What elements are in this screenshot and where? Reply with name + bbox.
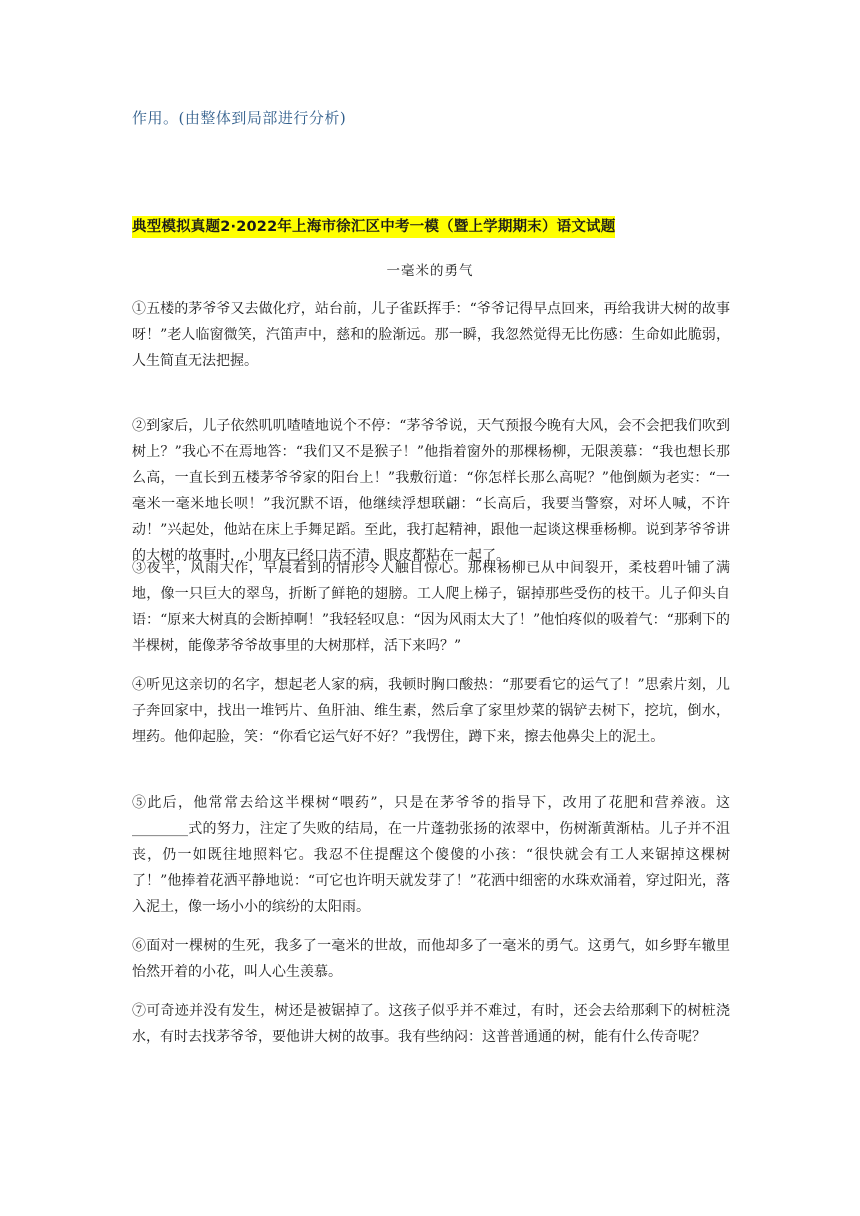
paragraph-6: ⑥面对一棵树的生死，我多了一毫米的世故，而他却多了一毫米的勇气。这勇气，如乡野车辙里怡然开着的小花，叫人心生羡慕。 [132,938,730,980]
paragraph-1: ①五楼的茅爷爷又去做化疗，站台前，儿子雀跃挥手：“爷爷记得早点回来，再给我讲大树的故事呀！”老人临窗微笑，汽笛声中，慈和的脸渐远。那一瞬，我忽然觉得无比伤感：生命如此脆弱，人生简直无法把握。 [132,301,730,369]
paragraph-5: ⑤此后，他常常去给这半棵树“喂药”，只是在茅爷爷的指导下，改用了花肥和营养液。这________式的努力，注定了失败的结局，在一片蓬勃张扬的浓翠中，伤树渐黄渐枯。儿子并不沮丧，仍一如既往地照料它。我忍不住提醒这个傻傻的小孩：“很快就会有工人来锯掉这棵树了！”他捧着花洒平静地说：“可它也许明天就发芽了！”花洒中细密的水珠欢涌着，穿过阳光，落入泥土，像一场小小的缤纷的太阳雨。 [132,795,730,915]
paragraph-4: ④听见这亲切的名字，想起老人家的病，我顿时胸口酸热：“那要看它的运气了！”思索片刻，儿子奔回家中，找出一堆钙片、鱼肝油、维生素，然后拿了家里炒菜的锅铲去树下，挖坑，倒水，埋药。他仰起脸，笑：“你看它运气好不好？”我愣住，蹲下来，擦去他鼻尖上的泥土。 [132,677,730,745]
paragraph-2: ②到家后，儿子依然叽叽喳喳地说个不停：“茅爷爷说，天气预报今晚有大风，会不会把我们吹到树上？”我心不在焉地答：“我们又不是猴子！”他指着窗外的那棵杨柳，无限羡慕：“我也想长那么高，一直长到五楼茅爷爷家的阳台上！”我敷衍道：“你怎样长那么高呢？”他倒颇为老实：“一毫米一毫米地长呗！”我沉默不语，他继续浮想联翩：“长高后，我要当警察，对坏人喊，不许动！”兴起处，他站在床上手舞足蹈。至此，我打起精神，跟他一起谈这棵垂杨柳。说到茅爷爷讲的大树的故事时，小朋友已经口齿不清，眼皮都粘在一起了。 [132,418,730,564]
paragraph-3: ③夜半，风雨大作，早晨看到的情形令人触目惊心。那棵杨柳已从中间裂开，柔枝碧叶铺了满地，像一只巨大的翠鸟，折断了鲜艳的翅膀。工人爬上梯子，锯掉那些受伤的枝干。儿子仰头自语：“原来大树真的会断掉啊！”我轻轻叹息：“因为风雨太大了！”他怕疼似的吸着气：“那剩下的半棵树，能像茅爷爷故事里的大树那样，活下来吗？” [132,560,730,654]
article-title: 一毫米的勇气 [386,263,474,279]
intro-text: 作用。(由整体到局部进行分析) [132,109,347,127]
section-heading: 典型模拟真题2·2022年上海市徐汇区中考一模（暨上学期期末）语文试题 [132,216,615,238]
paragraph-7: ⑦可奇迹并没有发生，树还是被锯掉了。这孩子似乎并不难过，有时，还会去给那剩下的树桩浇水，有时去找茅爷爷，要他讲大树的故事。我有些纳闷：这普普通通的树，能有什么传奇呢？ [132,1003,730,1045]
